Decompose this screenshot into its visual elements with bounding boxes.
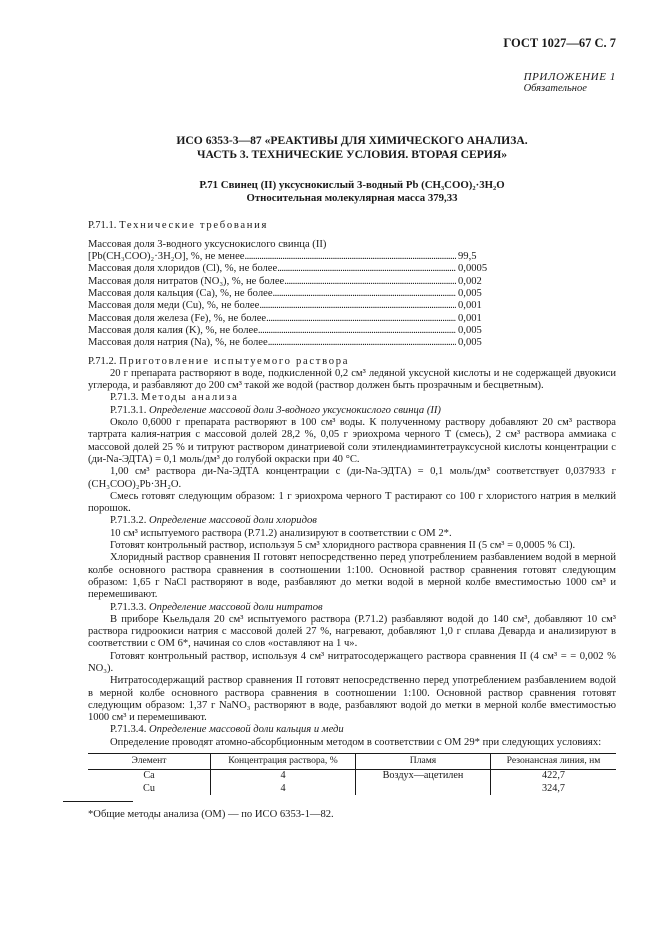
- spec-label: Массовая доля железа (Fe), %, не более: [88, 312, 267, 324]
- table-cell: 324,7: [491, 783, 617, 796]
- spec-label: Массовая доля меди (Cu), %, не более: [88, 300, 260, 312]
- table-header-row: [88, 754, 616, 770]
- spec-row: [88, 300, 491, 312]
- spec-label: Массовая доля кальция (Ca), %, не более: [88, 288, 273, 300]
- spec-value: 0,0005: [458, 263, 488, 275]
- leader-dots: [245, 251, 456, 263]
- paragraph-7133-3: Нитратосодержащий раствор сравнения II готовят непосредственно перед употреблением разбавлением водой в мерной колбе основного раствора сравнения в соотношении 1:100. Основной раствор сравнения готовят следующим образом: 1,37 г NaNO₃ растворяют в воде, разбавляют водой до метки в мерной колбе вместимостью 1000 см³ и перемешивают.: [88, 675, 616, 724]
- appendix-label: [88, 71, 616, 96]
- table-row: [88, 783, 616, 796]
- leader-dots: [277, 263, 456, 275]
- paragraph-712: 20 г препарата растворяют в воде, подкисленной 0,2 см³ ледяной уксусной кислоты и не содержащей двуокиси углерода, и разбавляют до 200 см³ такой же водой (раствор должен быть прозрачным и бесцветным).: [88, 367, 616, 392]
- table-cell: Cu: [143, 782, 155, 794]
- paragraph-7131-2: 1,00 см³ раствора ди-Na-ЭДТА концентрации с (ди-Na-ЭДТА) = 0,1 моль/дм³ соответствует 0,037933 г (CH₃COO)₂Pb·3H₂O.: [88, 466, 616, 490]
- document-page: [88, 36, 616, 795]
- leader-dots: [284, 276, 456, 288]
- table-cell: [356, 783, 491, 796]
- spec-label: Массовая доля нитратов (NO₃), %, не более: [88, 275, 285, 287]
- section-heading-7131: Р.71.3.1. Определение массовой доли 3-водного уксуснокислого свинца (II): [110, 404, 441, 416]
- section-heading-7134: Р.71.3.4. Определение массовой доли кальция и меди: [110, 724, 344, 736]
- column-header: Пламя: [356, 754, 491, 770]
- title-line-1: ИСО 6353-3—87 «РЕАКТИВЫ ДЛЯ ХИМИЧЕСКОГО АНАЛИЗА.: [176, 133, 528, 147]
- section-heading-7133: Р.71.3.3. Определение массовой доли нитратов: [110, 601, 323, 613]
- reagent-subtitle: [88, 179, 616, 205]
- title-line-2: ЧАСТЬ 3. ТЕХНИЧЕСКИЕ УСЛОВИЯ. ВТОРАЯ СЕРИЯ»: [196, 148, 508, 162]
- document-title: [88, 134, 616, 163]
- spec-row: [88, 313, 491, 325]
- footnote-divider: [63, 801, 133, 802]
- subtitle-line-1: Р.71 Свинец (II) уксуснокислый 3-водный Pb (CH₃COO)₂·3H₂O: [199, 178, 505, 191]
- column-header: Резонансная линия, нм: [491, 754, 617, 770]
- spec-value: 0,005: [458, 337, 482, 349]
- section-heading-711: Р.71.1. Технические требования: [88, 219, 269, 231]
- spec-label: [Pb(CH₃COO)₂·3H₂O], %, не менее: [88, 251, 245, 263]
- paragraph-7133-2: Готовят контрольный раствор, используя 4 см³ нитратосодержащего раствора сравнения II (4 см³ = = 0,002 % NO₃).: [88, 650, 616, 674]
- spec-label: Массовая доля натрия (Na), %, не более: [88, 337, 268, 349]
- spec-row: [88, 337, 491, 349]
- spec-value: 0,001: [458, 312, 482, 324]
- spec-row: [88, 288, 491, 300]
- table-cell: 4: [211, 783, 356, 796]
- spec-list: [88, 239, 491, 350]
- leader-dots: [273, 288, 456, 300]
- column-header: Концентрация раствора, %: [211, 754, 356, 770]
- paragraph-7134-1: Определение проводят атомно-абсорбционным методом в соответствии с ОМ 29* при следующих условиях:: [110, 736, 602, 748]
- appendix-number: ПРИЛОЖЕНИЕ 1: [523, 71, 616, 83]
- spec-value: 0,001: [458, 300, 482, 312]
- spec-label: Массовая доля калия (K), %, не более: [88, 324, 258, 336]
- table-cell: 422,7: [491, 770, 617, 783]
- spec-intro: Массовая доля 3-водного уксуснокислого свинца (II): [88, 238, 327, 250]
- section-heading-712: Р.71.2. Приготовление испытуемого раствора: [88, 355, 350, 367]
- table-cell: 4: [211, 770, 356, 783]
- spec-row: [88, 251, 491, 263]
- paragraph-7132-1: 10 см³ испытуемого раствора (Р.71.2) анализируют в соответствии с ОМ 2*.: [110, 527, 452, 539]
- paragraph-7131-3: Смесь готовят следующим образом: 1 г эриохрома черного Т растирают со 100 г хлористого натрия в мелкий порошок.: [88, 490, 616, 515]
- column-header: Элемент: [88, 754, 211, 770]
- table-row: [88, 770, 616, 783]
- footnote: *Общие методы анализа (ОМ) — по ИСО 6353-1—82.: [88, 809, 334, 820]
- paragraph-7132-2: Готовят контрольный раствор, используя 5 см³ хлоридного раствора сравнения II (5 см³ = 0,0005 % Cl).: [110, 540, 576, 552]
- spec-value: 0,005: [458, 324, 482, 336]
- section-heading-713: Р.71.3. Методы анализа: [110, 392, 239, 404]
- paragraph-7132-3: Хлоридный раствор сравнения II готовят непосредственно перед употреблением разбавлением водой в мерной колбе основного раствора сравнения в соотношении 1:100. Основной раствор сравнения готовят следующим образом: 1,65 г NaCl растворяют в воде, разбавляют до метки водой в мерной колбе вместимостью 1000 см³ и перемешивают.: [88, 552, 616, 601]
- section-heading-7132: Р.71.3.2. Определение массовой доли хлоридов: [110, 515, 317, 527]
- paragraph-7133-1: В приборе Кьельдаля 20 см³ испытуемого раствора (Р.71.2) разбавляют водой до 140 см³, добавляют 10 см³ раствора гидроокиси натрия с массовой долей 27 %, нагревают, добавляют 1,0 г сплава Деварда и анализируют в соответствии с ОМ 6*, начиная со слов «оставляют на 1 ч».: [88, 613, 616, 650]
- table-cell: Воздух—ацетилен: [356, 770, 491, 783]
- spec-value: 0,002: [458, 275, 482, 287]
- leader-dots: [258, 325, 456, 337]
- spec-row: [88, 325, 491, 337]
- spec-value: 99,5: [458, 251, 477, 263]
- spec-row: [88, 276, 491, 288]
- subtitle-line-2: Относительная молекулярная масса 379,33: [246, 191, 458, 204]
- leader-dots: [259, 300, 456, 312]
- spec-label: Массовая доля хлоридов (Cl), %, не более: [88, 263, 278, 275]
- aas-conditions-table: [88, 753, 616, 795]
- table-cell: Ca: [143, 770, 155, 782]
- page-header: ГОСТ 1027—67 С. 7: [503, 36, 616, 50]
- leader-dots: [266, 313, 456, 325]
- paragraph-7131-1: Около 0,6000 г препарата растворяют в 100 см³ воды. К полученному раствору добавляют 20 см³ раствора тартрата калия-натрия с массовой долей 28,2 %, 0,05 г эриохрома черного Т (смесь), 2 см³ раствора аммиака с массовой долей 25 % и титруют раствором динатриевой соли этилендиаминтетрауксусной кислоты концентрации с (ди-Na-ЭДТА) = 0,1 моль/дм³ до голубой окраски при 40 °С.: [88, 417, 616, 465]
- spec-row: [88, 263, 491, 275]
- appendix-status: Обязательное: [523, 83, 587, 95]
- leader-dots: [268, 337, 456, 349]
- spec-value: 0,005: [458, 288, 482, 300]
